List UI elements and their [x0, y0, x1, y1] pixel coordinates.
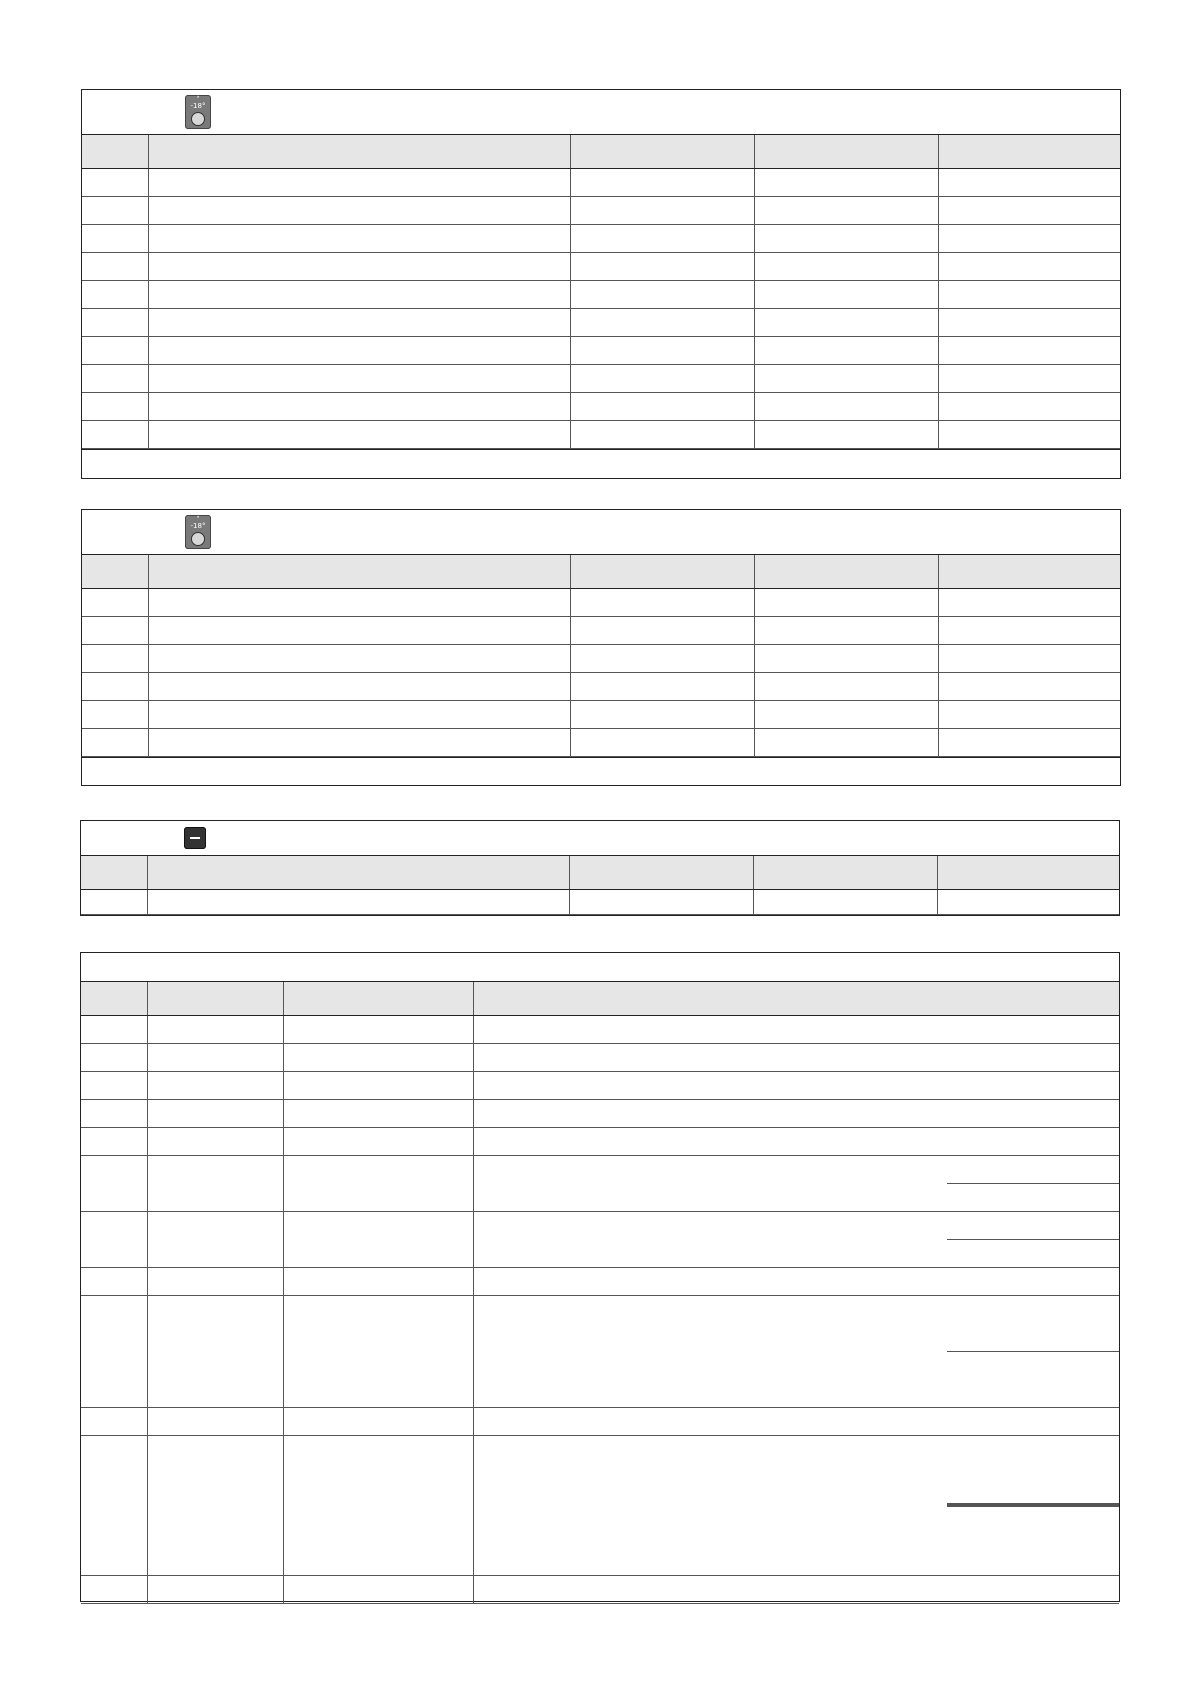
table-row: [81, 1575, 1119, 1603]
header-cell: [754, 555, 938, 588]
table-row: [82, 280, 1120, 308]
header-cell: [148, 555, 570, 588]
table-row: [82, 252, 1120, 280]
table-row: [82, 364, 1120, 392]
table-row: [82, 308, 1120, 336]
table-4-grid: [81, 982, 1119, 1604]
table-row: [82, 224, 1120, 252]
header-cell: [283, 982, 473, 1015]
header-cell: [938, 135, 1120, 168]
header-cell: [82, 135, 148, 168]
table-3: [80, 820, 1120, 916]
table-row: [82, 616, 1120, 644]
header-cell: [147, 982, 283, 1015]
table-row: [82, 168, 1120, 196]
table-row: [81, 1407, 1119, 1435]
header-cell: [754, 135, 938, 168]
table-3-title-bar: [81, 821, 1119, 856]
header-cell: [937, 856, 1119, 889]
header-cell: [473, 982, 1119, 1015]
table-1-grid: [82, 135, 1120, 449]
table-row: [82, 588, 1120, 616]
table-row: [81, 1015, 1119, 1043]
table-4: [80, 952, 1120, 1602]
header-cell: [938, 555, 1120, 588]
table-row: [82, 196, 1120, 224]
table-2-footer: [82, 757, 1120, 785]
table-row: [81, 889, 1119, 914]
header-cell: [81, 982, 147, 1015]
minus-button-icon: [184, 827, 206, 849]
header-cell: [569, 856, 753, 889]
table-row: [81, 1127, 1119, 1155]
table-row: [82, 392, 1120, 420]
table-4-header-row: [81, 982, 1119, 1015]
table-4-title-bar: [81, 953, 1119, 982]
table-1-header-row: [82, 135, 1120, 168]
header-cell: [570, 555, 754, 588]
table-row: [81, 1155, 1119, 1211]
table-2-grid: [82, 555, 1120, 757]
table-3-grid: [81, 856, 1119, 915]
table-3-header-row: [81, 856, 1119, 889]
table-row: [82, 420, 1120, 448]
table-1-footer: [82, 449, 1120, 478]
header-cell: [147, 856, 569, 889]
table-row: [81, 1267, 1119, 1295]
header-cell: [570, 135, 754, 168]
table-row: [81, 1295, 1119, 1407]
header-cell: [81, 856, 147, 889]
table-row: [82, 336, 1120, 364]
table-2-title-bar: [82, 510, 1120, 555]
table-row: [81, 1435, 1119, 1575]
table-row: [81, 1043, 1119, 1071]
table-row: [82, 700, 1120, 728]
table-row: [82, 728, 1120, 756]
freezer-minus-18-knob-icon: * -18°: [185, 95, 211, 129]
table-2: [81, 509, 1121, 786]
header-cell: [82, 555, 148, 588]
table-row: [81, 1071, 1119, 1099]
header-cell: [753, 856, 937, 889]
freezer-minus-18-knob-icon: * -18°: [185, 515, 211, 549]
table-2-header-row: [82, 555, 1120, 588]
table-row: [82, 644, 1120, 672]
table-row: [82, 672, 1120, 700]
header-cell: [148, 135, 570, 168]
table-row: [81, 1099, 1119, 1127]
table-1: [81, 89, 1121, 479]
table-1-title-bar: [82, 90, 1120, 135]
table-row: [81, 1211, 1119, 1267]
